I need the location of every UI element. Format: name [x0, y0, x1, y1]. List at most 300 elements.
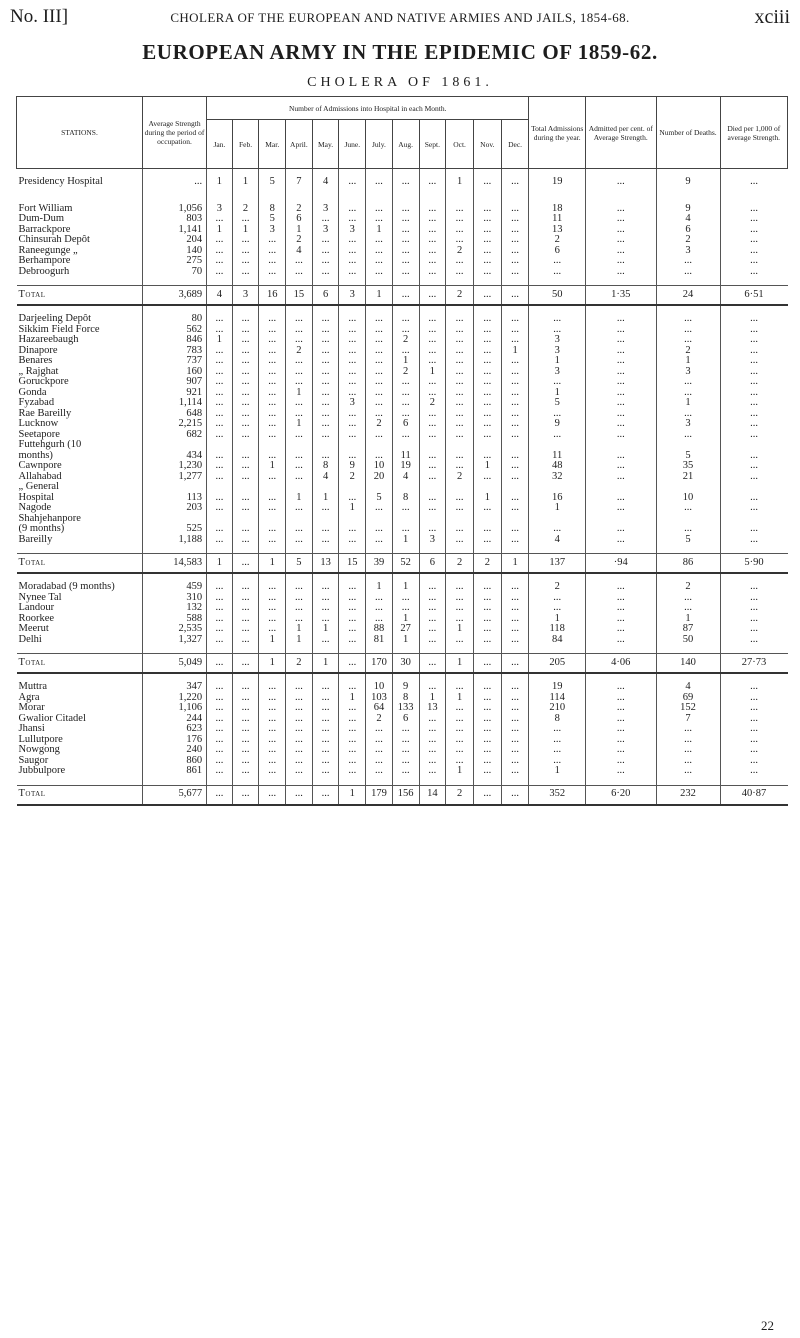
value-cell: ... [473, 346, 501, 357]
value-cell: ... [232, 582, 259, 593]
value-cell [656, 482, 720, 493]
value-cell [586, 482, 656, 493]
value-cell: ... [473, 735, 501, 746]
value-cell: 1 [529, 388, 586, 399]
value-cell: ... [419, 714, 446, 725]
value-cell: ... [259, 256, 286, 267]
value-cell: 3 [339, 225, 366, 236]
value-cell: 16 [259, 286, 286, 306]
value-cell [392, 514, 419, 525]
value-cell: ... [259, 535, 286, 546]
value-cell: ... [366, 603, 393, 614]
table-row [17, 356, 788, 367]
value-cell: 2 [286, 204, 313, 215]
station-cell: Berhampore [18, 256, 71, 266]
value-cell: 15 [339, 554, 366, 574]
value-cell: ... [312, 314, 339, 325]
value-cell: ... [312, 735, 339, 746]
value-cell: ... [419, 724, 446, 735]
value-cell: ... [720, 766, 787, 777]
value-cell: ... [339, 766, 366, 777]
value-cell [312, 440, 339, 451]
value-cell: ... [259, 419, 286, 430]
value-cell: ... [286, 314, 313, 325]
value-cell: ... [339, 451, 366, 462]
value-cell: 2 [656, 582, 720, 593]
station-cell: Allahabad [18, 471, 62, 482]
value-cell: ... [586, 693, 656, 704]
value-cell: ... [419, 235, 446, 246]
value-cell: ... [286, 682, 313, 693]
value-cell: 6 [312, 286, 339, 306]
value-cell: 6 [529, 246, 586, 257]
value-cell: ... [501, 524, 529, 535]
value-cell: ... [473, 256, 501, 267]
value-cell [446, 482, 474, 493]
value-cell: ... [392, 593, 419, 604]
value-cell: ... [720, 314, 787, 325]
value-cell: ... [207, 693, 233, 704]
value-cell: ... [232, 724, 259, 735]
value-cell: 2 [446, 246, 474, 257]
value-cell: ... [473, 367, 501, 378]
value-cell: ... [419, 225, 446, 236]
value-cell: 3,689 [143, 286, 207, 306]
value-cell: ... [720, 682, 787, 693]
station-cell: Total [17, 554, 143, 574]
value-cell: ... [501, 177, 529, 188]
value-cell: ... [232, 735, 259, 746]
value-cell: 3 [656, 246, 720, 257]
value-cell: ... [586, 624, 656, 635]
value-cell: 6 [392, 419, 419, 430]
value-cell: ... [312, 451, 339, 462]
value-cell: 170 [366, 654, 393, 674]
value-cell: 1 [529, 503, 586, 514]
value-cell: ... [366, 267, 393, 278]
month-header: Oct. [446, 120, 474, 169]
value-cell: ... [232, 593, 259, 604]
station-cell: Sikkim Field Force [18, 324, 100, 335]
value-cell: 1 [392, 535, 419, 546]
value-cell: 40·87 [720, 785, 787, 805]
value-cell: ... [720, 409, 787, 420]
running-head [10, 6, 790, 32]
value-cell: ... [656, 593, 720, 604]
value-cell: ... [473, 451, 501, 462]
value-cell: 2 [446, 554, 474, 574]
spacer-row [17, 645, 788, 654]
value-cell: 1 [207, 554, 233, 574]
value-cell: ... [586, 603, 656, 614]
value-cell: ... [720, 367, 787, 378]
value-cell: ... [339, 325, 366, 336]
value-cell: 1 [232, 177, 259, 188]
value-cell: 5 [656, 451, 720, 462]
table-row [17, 440, 788, 451]
value-cell: ... [312, 419, 339, 430]
value-cell [720, 514, 787, 525]
table-row [17, 388, 788, 399]
table-row [17, 461, 788, 472]
station-cell: Total [17, 286, 143, 306]
value-cell: ... [501, 493, 529, 504]
value-cell: ... [339, 267, 366, 278]
value-cell: ... [312, 614, 339, 625]
value-cell: ... [286, 335, 313, 346]
value-cell: 3 [207, 204, 233, 215]
value-cell: 2,215 [143, 419, 207, 430]
value-cell: ... [446, 267, 474, 278]
station-cell: months) [18, 450, 53, 461]
table-row [17, 682, 788, 693]
table-row [17, 235, 788, 246]
value-cell [286, 482, 313, 493]
value-cell: ... [586, 398, 656, 409]
value-cell: ... [419, 325, 446, 336]
value-cell: ... [586, 267, 656, 278]
value-cell: ... [501, 325, 529, 336]
value-cell: ... [501, 246, 529, 257]
value-cell: 1 [656, 398, 720, 409]
value-cell [473, 440, 501, 451]
value-cell: ... [207, 724, 233, 735]
value-cell: ... [586, 367, 656, 378]
value-cell: ... [473, 430, 501, 441]
value-cell: 1 [446, 177, 474, 188]
value-cell: ... [232, 503, 259, 514]
value-cell: 3 [529, 335, 586, 346]
value-cell: ... [586, 582, 656, 593]
value-cell: ... [312, 430, 339, 441]
value-cell: ... [392, 503, 419, 514]
value-cell: 2 [339, 472, 366, 483]
station-cell: Total [17, 654, 143, 674]
value-cell: 1 [259, 654, 286, 674]
value-cell: ... [366, 735, 393, 746]
value-cell: ... [473, 388, 501, 399]
value-cell: 19 [529, 177, 586, 188]
value-cell: ... [529, 409, 586, 420]
value-cell: ... [446, 214, 474, 225]
value-cell: ... [207, 398, 233, 409]
value-cell: ... [207, 472, 233, 483]
value-cell: ... [720, 356, 787, 367]
value-cell [501, 440, 529, 451]
value-cell: 6·51 [720, 286, 787, 306]
station-cell: Hazareebaugh [18, 335, 79, 345]
value-cell: ... [446, 493, 474, 504]
value-cell: 1 [286, 493, 313, 504]
value-cell: ... [501, 256, 529, 267]
value-cell: 48 [529, 461, 586, 472]
value-cell: ... [446, 593, 474, 604]
value-cell: ... [586, 524, 656, 535]
value-cell: ... [232, 554, 259, 574]
station-cell: Jubbulpore [18, 766, 66, 776]
value-cell: ... [259, 356, 286, 367]
value-cell: ... [501, 451, 529, 462]
value-cell: ... [501, 603, 529, 614]
value-cell: 846 [143, 335, 207, 346]
value-cell: ... [720, 603, 787, 614]
value-cell: ... [286, 356, 313, 367]
value-cell [392, 482, 419, 493]
value-cell: ... [656, 430, 720, 441]
header-total-admissions: Total Admissions during the year. [529, 97, 586, 169]
value-cell: ... [207, 419, 233, 430]
value-cell [232, 514, 259, 525]
value-cell: ... [720, 461, 787, 472]
value-cell: ... [232, 235, 259, 246]
value-cell: 737 [143, 356, 207, 367]
value-cell: 1 [446, 624, 474, 635]
value-cell: ... [586, 503, 656, 514]
value-cell: ... [473, 314, 501, 325]
value-cell: ... [586, 614, 656, 625]
value-cell: ... [446, 204, 474, 215]
value-cell: 20 [366, 472, 393, 483]
value-cell: ... [419, 582, 446, 593]
value-cell: ... [586, 356, 656, 367]
value-cell: 13 [312, 554, 339, 574]
table-row [17, 735, 788, 746]
value-cell: ... [232, 693, 259, 704]
value-cell: 87 [656, 624, 720, 635]
value-cell: ... [232, 214, 259, 225]
spacer-row [17, 573, 788, 582]
value-cell: ... [720, 745, 787, 756]
value-cell: 118 [529, 624, 586, 635]
value-cell: ... [501, 756, 529, 767]
value-cell: 133 [392, 703, 419, 714]
value-cell [366, 440, 393, 451]
value-cell: 11 [529, 214, 586, 225]
table-row [17, 267, 788, 278]
value-cell: ... [366, 356, 393, 367]
value-cell [473, 482, 501, 493]
month-header: Jan. [207, 120, 233, 169]
table-row [17, 524, 788, 535]
station-cell: Chinsurah Depôt [18, 235, 90, 245]
value-cell: ... [473, 377, 501, 388]
value-cell: ... [501, 654, 529, 674]
value-cell: ... [286, 267, 313, 278]
value-cell: ... [259, 472, 286, 483]
station-cell: „ Rajghat [18, 366, 59, 377]
value-cell: 132 [143, 603, 207, 614]
value-cell [232, 482, 259, 493]
value-cell: 88 [366, 624, 393, 635]
value-cell: ... [446, 335, 474, 346]
value-cell: ... [501, 388, 529, 399]
value-cell: 4 [529, 535, 586, 546]
value-cell: ... [207, 756, 233, 767]
page-title: EUROPEAN ARMY IN THE EPIDEMIC OF 1859-62. [142, 40, 658, 64]
value-cell: ... [501, 714, 529, 725]
value-cell: 2 [232, 204, 259, 215]
value-cell: ... [339, 388, 366, 399]
value-cell: ... [392, 603, 419, 614]
value-cell [143, 440, 207, 451]
value-cell: ... [392, 524, 419, 535]
value-cell: ... [586, 714, 656, 725]
value-cell: ... [339, 314, 366, 325]
value-cell: 1 [529, 766, 586, 777]
value-cell: ... [259, 756, 286, 767]
value-cell: ... [339, 654, 366, 674]
value-cell: ... [286, 693, 313, 704]
value-cell: 2 [286, 654, 313, 674]
value-cell: 1 [473, 461, 501, 472]
value-cell: 2 [529, 235, 586, 246]
value-cell: 1 [286, 419, 313, 430]
value-cell: ... [501, 703, 529, 714]
spacer-row [17, 277, 788, 286]
value-cell [339, 482, 366, 493]
spacer-row [17, 188, 788, 196]
value-cell: ... [586, 756, 656, 767]
value-cell: 7 [656, 714, 720, 725]
value-cell: ... [207, 267, 233, 278]
value-cell: 4 [312, 177, 339, 188]
value-cell: 1 [286, 635, 313, 646]
value-cell: ... [446, 346, 474, 357]
value-cell: ... [419, 214, 446, 225]
value-cell: 3 [312, 225, 339, 236]
value-cell: ... [419, 493, 446, 504]
value-cell: ... [446, 367, 474, 378]
value-cell: ... [720, 177, 787, 188]
value-cell: ... [259, 714, 286, 725]
value-cell: 1 [529, 614, 586, 625]
value-cell: ... [339, 756, 366, 767]
value-cell: ... [446, 724, 474, 735]
value-cell: ... [720, 204, 787, 215]
value-cell: ... [446, 225, 474, 236]
value-cell: 30 [392, 654, 419, 674]
value-cell: 2,535 [143, 624, 207, 635]
value-cell: ... [473, 693, 501, 704]
table-row [17, 314, 788, 325]
value-cell: ... [419, 314, 446, 325]
value-cell: 64 [366, 703, 393, 714]
value-cell: 1,220 [143, 693, 207, 704]
value-cell: 35 [656, 461, 720, 472]
value-cell [339, 514, 366, 525]
station-cell: Jhansi [18, 724, 45, 734]
value-cell: ... [529, 745, 586, 756]
value-cell: 32 [529, 472, 586, 483]
value-cell: ... [446, 635, 474, 646]
value-cell: ... [720, 756, 787, 767]
value-cell: 459 [143, 582, 207, 593]
value-cell: ... [501, 766, 529, 777]
value-cell: 1 [259, 635, 286, 646]
value-cell: ... [366, 745, 393, 756]
value-cell: ... [339, 603, 366, 614]
value-cell: ... [586, 724, 656, 735]
value-cell: ... [501, 430, 529, 441]
value-cell: ... [339, 356, 366, 367]
value-cell: ... [501, 398, 529, 409]
value-cell: ... [366, 346, 393, 357]
value-cell [339, 440, 366, 451]
station-cell: Shahjehanpore [18, 513, 81, 524]
value-cell: 14,583 [143, 554, 207, 574]
station-cell: Morar [18, 703, 45, 713]
value-cell: ... [656, 335, 720, 346]
value-cell: ... [446, 377, 474, 388]
value-cell: ... [446, 682, 474, 693]
value-cell: ... [259, 524, 286, 535]
value-cell: ... [259, 503, 286, 514]
value-cell: 69 [656, 693, 720, 704]
value-cell: ... [501, 724, 529, 735]
value-cell: ... [446, 735, 474, 746]
value-cell: ... [446, 503, 474, 514]
station-cell: Futtehgurh (10 [18, 440, 82, 450]
table-row [17, 398, 788, 409]
value-cell: 3 [529, 346, 586, 357]
table-row [17, 246, 788, 257]
value-cell: ... [232, 603, 259, 614]
value-cell: 103 [366, 693, 393, 704]
value-cell: ... [232, 356, 259, 367]
value-cell: ... [473, 582, 501, 593]
value-cell: ... [232, 766, 259, 777]
value-cell: ... [586, 735, 656, 746]
table-row [17, 714, 788, 725]
value-cell: 1 [366, 225, 393, 236]
value-cell: ... [586, 745, 656, 756]
value-cell: ... [339, 703, 366, 714]
spacer-row [17, 169, 788, 178]
value-cell: ... [232, 346, 259, 357]
station-cell: Saugor [18, 755, 49, 766]
value-cell: ... [392, 314, 419, 325]
value-cell: ... [339, 493, 366, 504]
value-cell: ... [656, 524, 720, 535]
value-cell [312, 514, 339, 525]
header-strength: Average Strength during the period of occupation. [143, 97, 207, 169]
value-cell [207, 514, 233, 525]
value-cell: 2 [392, 367, 419, 378]
value-cell: ... [419, 472, 446, 483]
table-row [17, 614, 788, 625]
value-cell: ... [366, 409, 393, 420]
value-cell: 81 [366, 635, 393, 646]
value-cell: ... [720, 388, 787, 399]
value-cell: ... [339, 430, 366, 441]
value-cell: ... [473, 766, 501, 777]
value-cell: ... [392, 246, 419, 257]
value-cell: ... [473, 635, 501, 646]
station-cell: Rae Bareilly [18, 408, 72, 419]
value-cell: 52 [392, 554, 419, 574]
table-row [17, 503, 788, 514]
table-row [17, 419, 788, 430]
value-cell: ... [339, 724, 366, 735]
value-cell: 1 [446, 693, 474, 704]
table-row [17, 635, 788, 646]
value-cell: ... [586, 388, 656, 399]
value-cell: ... [259, 314, 286, 325]
value-cell: ... [312, 703, 339, 714]
value-cell: ... [232, 493, 259, 504]
value-cell: ... [259, 624, 286, 635]
value-cell: ... [720, 346, 787, 357]
